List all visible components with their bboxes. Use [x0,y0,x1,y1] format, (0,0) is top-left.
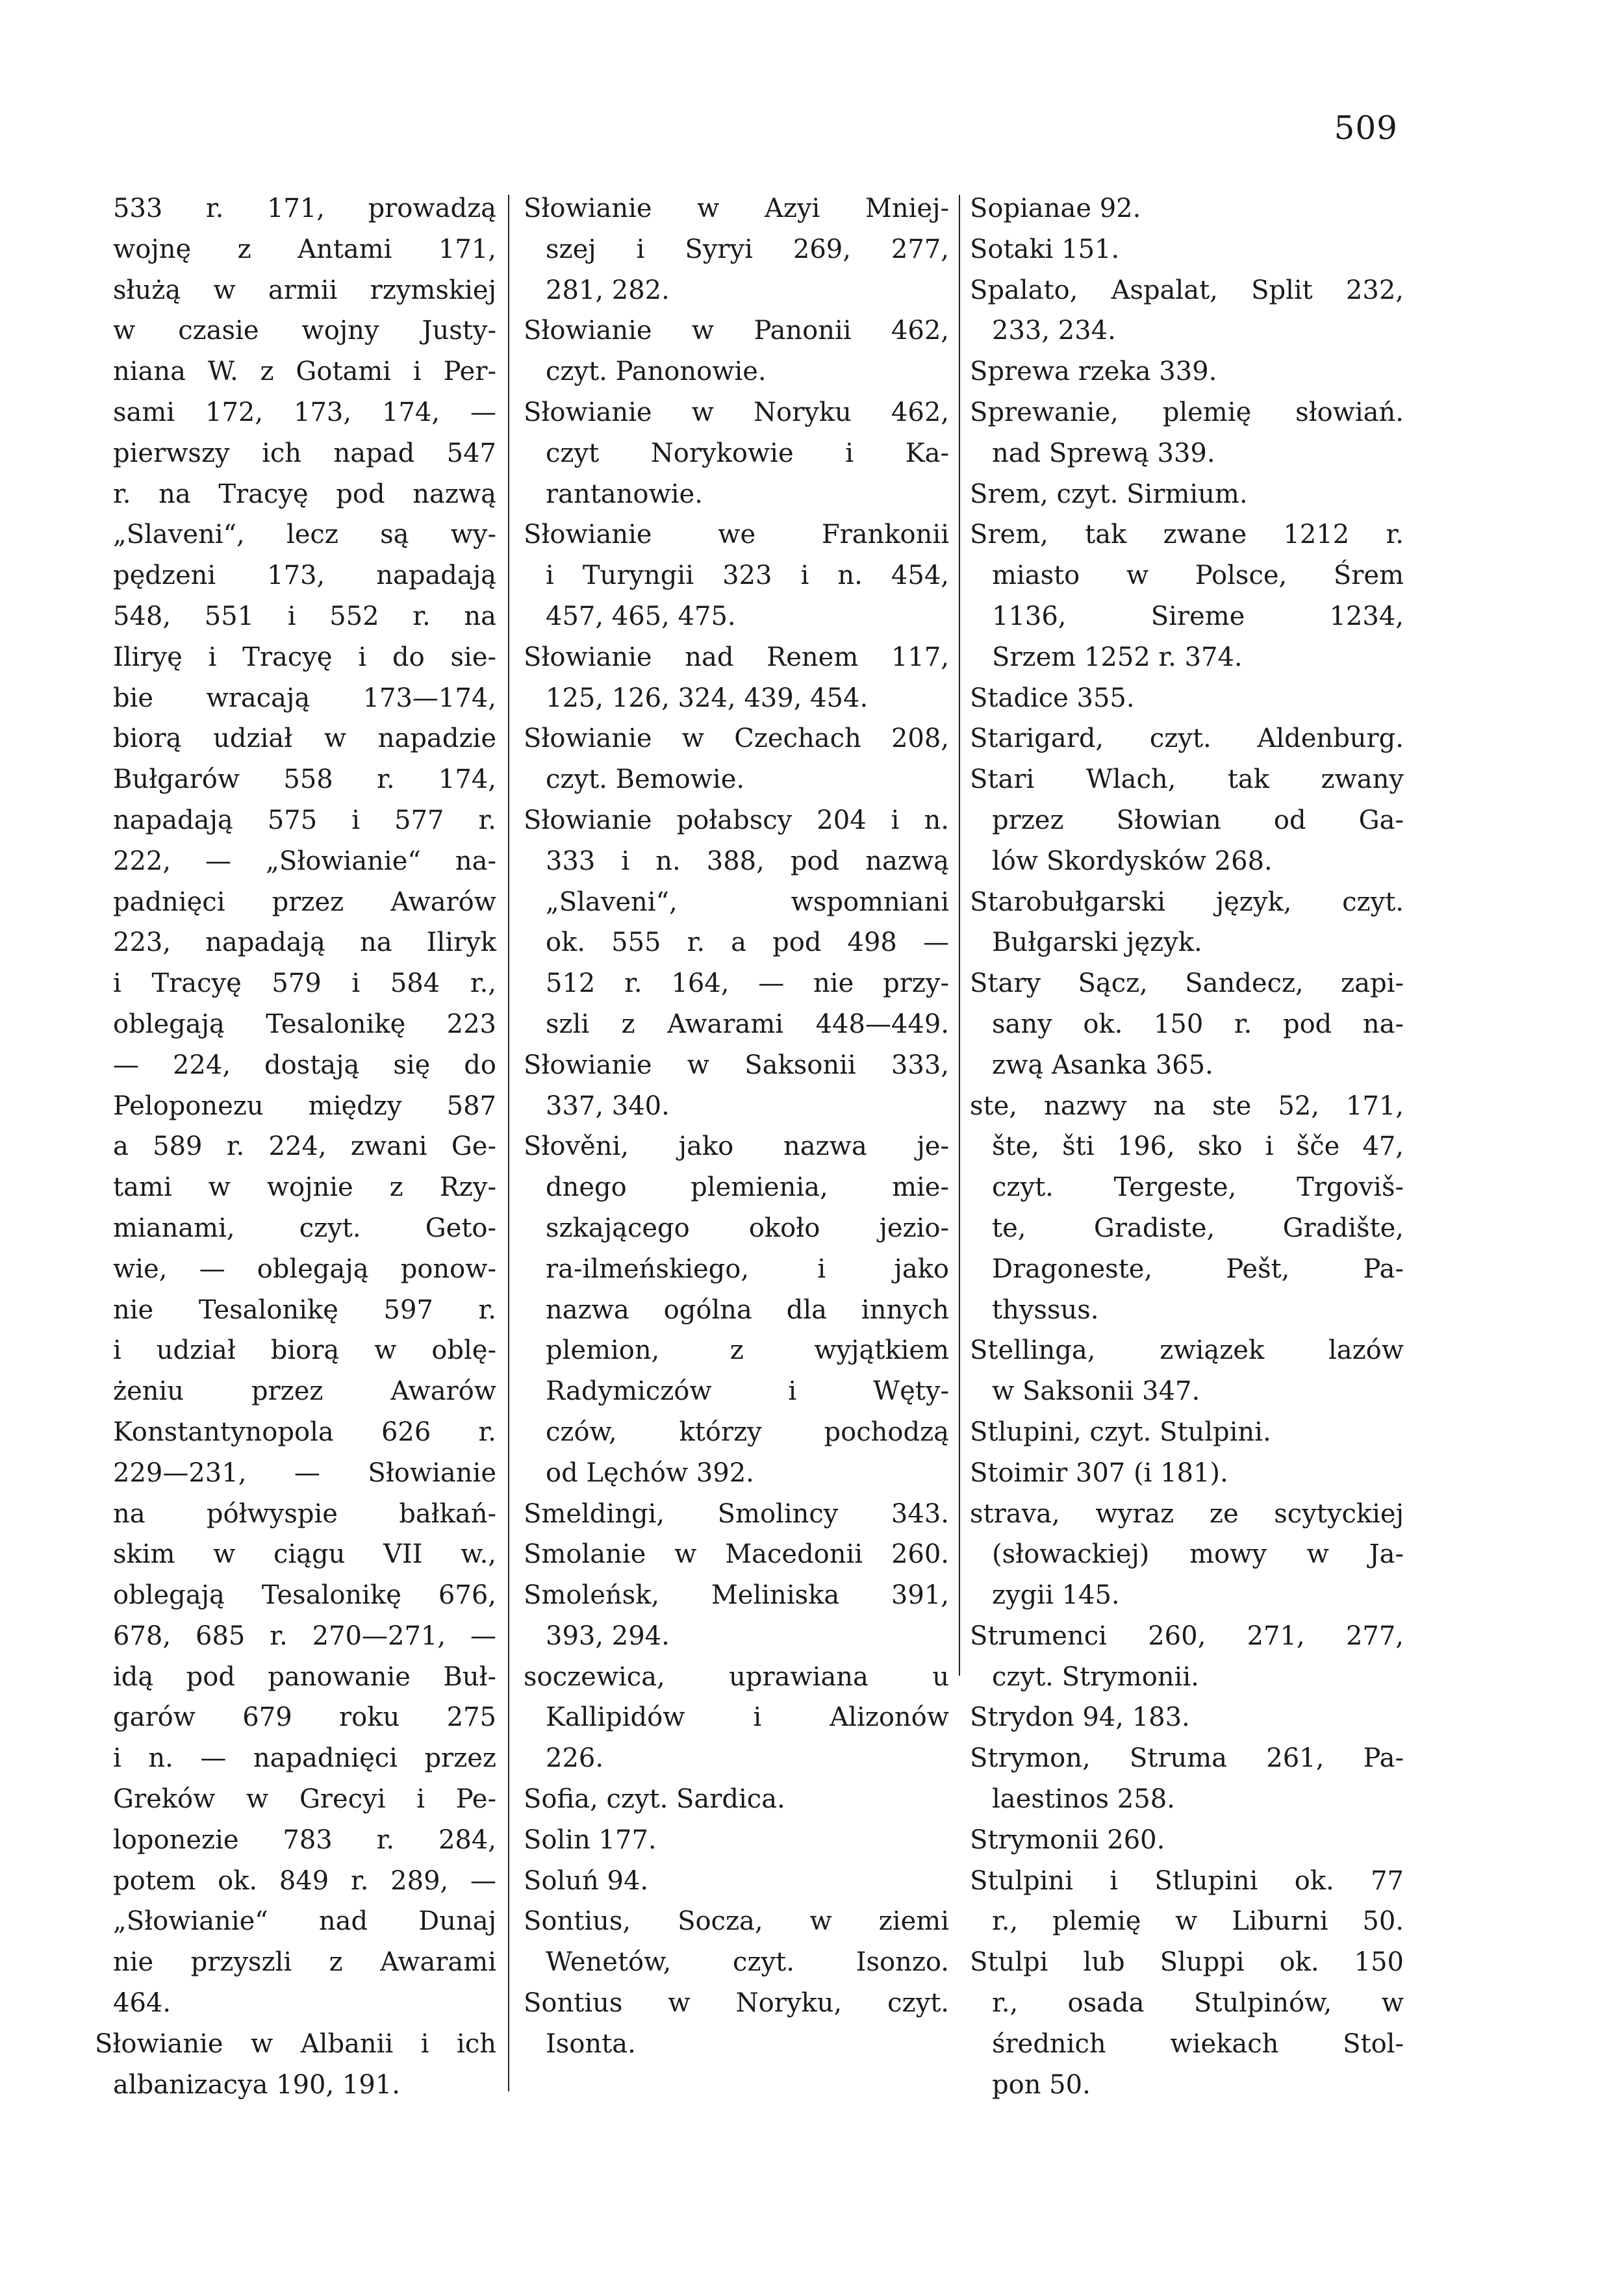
index-line: Strydon 94, 183. [970,1702,1190,1733]
index-line: Sontius, Socza, w ziemi [524,1906,949,1937]
index-line: od Lęchów 392. [546,1457,754,1488]
index-line: loponezie 783 r. 284, [113,1824,496,1855]
index-line: zygii 145. [992,1580,1120,1611]
index-line: i Turyngii 323 i n. 454, [546,561,949,591]
index-line: 333 i n. 388, pod nazwą [546,846,949,876]
index-line: Sopianae 92. [970,194,1141,223]
index-line: Stoimir 307 (i 181). [970,1457,1228,1488]
index-line: Kallipidów i Alizonów [546,1702,949,1733]
index-line: nad Sprewą 339. [992,438,1215,468]
index-line: Konstantynopola 626 r. [113,1417,496,1447]
index-line: r., osada Stulpinów, w [992,1988,1404,2019]
index-line: (słowackiej) mowy w Ja- [992,1539,1404,1570]
index-line: szli z Awarami 448—449. [546,1009,949,1039]
index-line: — 224, dostają się do [113,1050,496,1080]
index-line: Bułgarski język. [992,927,1202,958]
index-line: Isonta. [546,2028,636,2059]
index-line: oblegają Tesalonikę 676, [113,1580,496,1611]
index-line: Słowianie w Panonii 462, [524,316,949,346]
index-line: średnich wiekach Stol- [992,2028,1404,2059]
index-line: pierwszy ich napad 547 [113,438,496,468]
index-line: szkającego około jezio- [546,1213,949,1243]
index-line: ok. 555 r. a pod 498 — [546,927,949,958]
index-column-left [95,188,496,2105]
index-line: pon 50. [992,2069,1091,2100]
index-line: idą pod panowanie Buł- [113,1661,496,1692]
index-line: i Tracyę 579 i 584 r., [113,968,496,999]
index-line: Stari Wlach, tak zwany [970,764,1404,795]
index-column-middle [524,188,949,2065]
index-line: Strymon, Struma 261, Pa- [970,1743,1404,1774]
index-line: Soluń 94. [524,1865,649,1896]
index-line: soczewica, uprawiana u [524,1661,949,1692]
index-line: Sotaki 151. [970,234,1120,264]
index-line: Srem, czyt. Sirmium. [970,479,1248,509]
index-line: laestinos 258. [992,1784,1175,1815]
index-line: albanizacya 190, 191. [113,2069,400,2100]
index-line: a 589 r. 224, zwani Ge- [113,1131,496,1162]
index-line: 1136, Sireme 1234, [992,601,1404,631]
index-line: żeniu przez Awarów [113,1376,496,1407]
index-line: 125, 126, 324, 439, 454. [546,683,869,713]
index-line: pędzeni 173, napadają [113,561,496,591]
index-line: czów, którzy pochodzą [546,1417,949,1447]
index-line: Starigard, czyt. Aldenburg. [970,724,1404,754]
index-line: 222, — „Słowianie“ na- [113,846,496,876]
index-line: czyt. Tergeste, Trgoviš- [992,1172,1404,1203]
index-line: Stadice 355. [970,683,1135,713]
index-line: Strymonii 260. [970,1824,1165,1855]
index-line: Sofia, czyt. Sardica. [524,1784,785,1815]
index-line: Sprewanie, plemię słowiań. [970,397,1404,427]
index-line: czyt Norykowie i Ka- [546,438,949,468]
index-line: i n. — napadnięci przez [113,1743,496,1774]
index-line: ra-ilmeńskiego, i jako [546,1254,949,1284]
index-line: sami 172, 173, 174, — [113,397,496,427]
index-line: niana W. z Gotami i Per- [113,357,496,387]
index-line: oblegają Tesalonikę 223 [113,1009,496,1039]
index-line: 337, 340. [546,1091,670,1121]
index-line: 464. [113,1988,171,2019]
index-line: Iliryę i Tracyę i do sie- [113,642,496,672]
index-line: Strumenci 260, 271, 277, [970,1621,1404,1651]
index-line: przez Słowian od Ga- [992,805,1404,835]
index-line: w Saksonii 347. [992,1376,1200,1407]
index-line: bie wracają 173—174, [113,683,496,713]
index-line: strava, wyraz ze scytyckiej [970,1498,1404,1529]
index-line: Słověni, jako nazwa je- [524,1131,949,1162]
index-line: Słowianie w Noryku 462, [524,397,949,427]
index-line: Smoleńsk, Meliniska 391, [524,1580,949,1611]
page-number: 509 [1334,109,1398,147]
index-line: nie przyszli z Awarami [113,1947,496,1978]
index-line: Srem, tak zwane 1212 r. [970,520,1404,550]
index-line: Solin 177. [524,1824,657,1855]
index-line: nazwa ogólna dla innych [546,1294,949,1325]
index-line: thyssus. [992,1294,1099,1325]
index-line: r. na Tracyę pod nazwą [113,479,496,509]
index-line: napadają 575 i 577 r. [113,805,496,835]
index-line: służą w armii rzymskiej [113,275,496,305]
index-line: Radymiczów i Węty- [546,1376,949,1407]
index-line: Srzem 1252 r. 374. [992,642,1243,672]
index-line: Słowianie w Saksonii 333, [524,1050,949,1080]
index-line: i udział biorą w oblę- [113,1335,496,1366]
index-line: 233, 234. [992,316,1116,346]
column-divider-left [508,195,509,2091]
index-line: Słowianie połabscy 204 i n. [524,805,949,835]
index-line: Smeldingi, Smolincy 343. [524,1498,949,1529]
index-line: Stlupini, czyt. Stulpini. [970,1417,1271,1447]
index-line: Peloponezu między 587 [113,1091,496,1121]
index-line: Wenetów, czyt. Isonzo. [546,1947,949,1978]
index-line: zwą Asanka 365. [992,1050,1213,1080]
index-line: nie Tesalonikę 597 r. [113,1294,496,1325]
index-line: miasto w Polsce, Śrem [992,561,1404,591]
index-line: skim w ciągu VII w., [113,1539,496,1570]
index-line: 393, 294. [546,1621,670,1651]
index-line: Greków w Grecyi i Pe- [113,1784,496,1815]
index-line: „Słowianie“ nad Dunaj [113,1906,496,1937]
index-line: r., plemię w Liburni 50. [992,1906,1404,1937]
index-line: „Slaveni“, wspomniani [546,887,949,917]
index-line: rantanowie. [546,479,703,509]
index-line: Sprewa rzeka 339. [970,357,1217,387]
index-line: 226. [546,1743,604,1774]
index-line: šte, šti 196, sko i šče 47, [992,1131,1404,1162]
index-line: szej i Syryi 269, 277, [546,234,949,264]
index-line: sany ok. 150 r. pod na- [992,1009,1404,1039]
index-line: 223, napadają na Iliryk [113,927,496,958]
index-line: Stellinga, związek lazów [970,1335,1404,1366]
index-line: plemion, z wyjątkiem [546,1335,949,1366]
index-line: Smolanie w Macedonii 260. [524,1539,949,1570]
index-line: Słowianie we Frankonii [524,520,949,550]
index-line: lów Skordysków 268. [992,846,1273,876]
index-line: tami w wojnie z Rzy- [113,1172,496,1203]
index-line: czyt. Bemowie. [546,764,745,795]
index-line: 678, 685 r. 270—271, — [113,1621,496,1651]
index-column-right [970,188,1404,2105]
index-line: Bułgarów 558 r. 174, [113,764,496,795]
index-line: padnięci przez Awarów [113,887,496,917]
index-line: na półwyspie bałkań- [113,1498,496,1529]
index-line: Stary Sącz, Sandecz, zapi- [970,968,1404,999]
index-line: Sontius w Noryku, czyt. [524,1988,949,2019]
index-line: 548, 551 i 552 r. na [113,601,496,631]
index-line: garów 679 roku 275 [113,1702,496,1733]
index-line: w czasie wojny Justy- [113,316,496,346]
index-line: Słowianie w Azyi Mniej- [524,194,949,223]
index-line: 512 r. 164, — nie przy- [546,968,949,999]
index-line: Stulpi lub Sluppi ok. 150 [970,1947,1404,1978]
index-line: Spalato, Aspalat, Split 232, [970,275,1404,305]
index-line: Stulpini i Stlupini ok. 77 [970,1865,1404,1896]
index-line: biorą udział w napadzie [113,724,496,754]
index-line: Słowianie nad Renem 117, [524,642,949,672]
index-line: czyt. Panonowie. [546,357,767,387]
index-line: Słowianie w Czechach 208, [524,724,949,754]
index-line: mianami, czyt. Geto- [113,1213,496,1243]
index-line: 533 r. 171, prowadzą [113,194,496,223]
column-divider-right [959,195,960,1676]
index-line: Dragoneste, Pešt, Pa- [992,1254,1404,1284]
index-line: „Slaveni“, lecz są wy- [113,520,496,550]
index-line: potem ok. 849 r. 289, — [113,1865,496,1896]
index-line: wojnę z Antami 171, [113,234,496,264]
index-line: 229—231, — Słowianie [113,1457,496,1488]
index-line: Słowianie w Albanii i ich [95,2028,496,2059]
index-line: 281, 282. [546,275,670,305]
index-line: wie, — oblegają ponow- [113,1254,496,1284]
index-line: czyt. Strymonii. [992,1661,1199,1692]
index-line: 457, 465, 475. [546,601,736,631]
index-line: Starobułgarski język, czyt. [970,887,1404,917]
index-line: dnego plemienia, mie- [546,1172,949,1203]
index-line: ste, nazwy na ste 52, 171, [970,1091,1404,1121]
index-line: te, Gradiste, Gradište, [992,1213,1404,1243]
